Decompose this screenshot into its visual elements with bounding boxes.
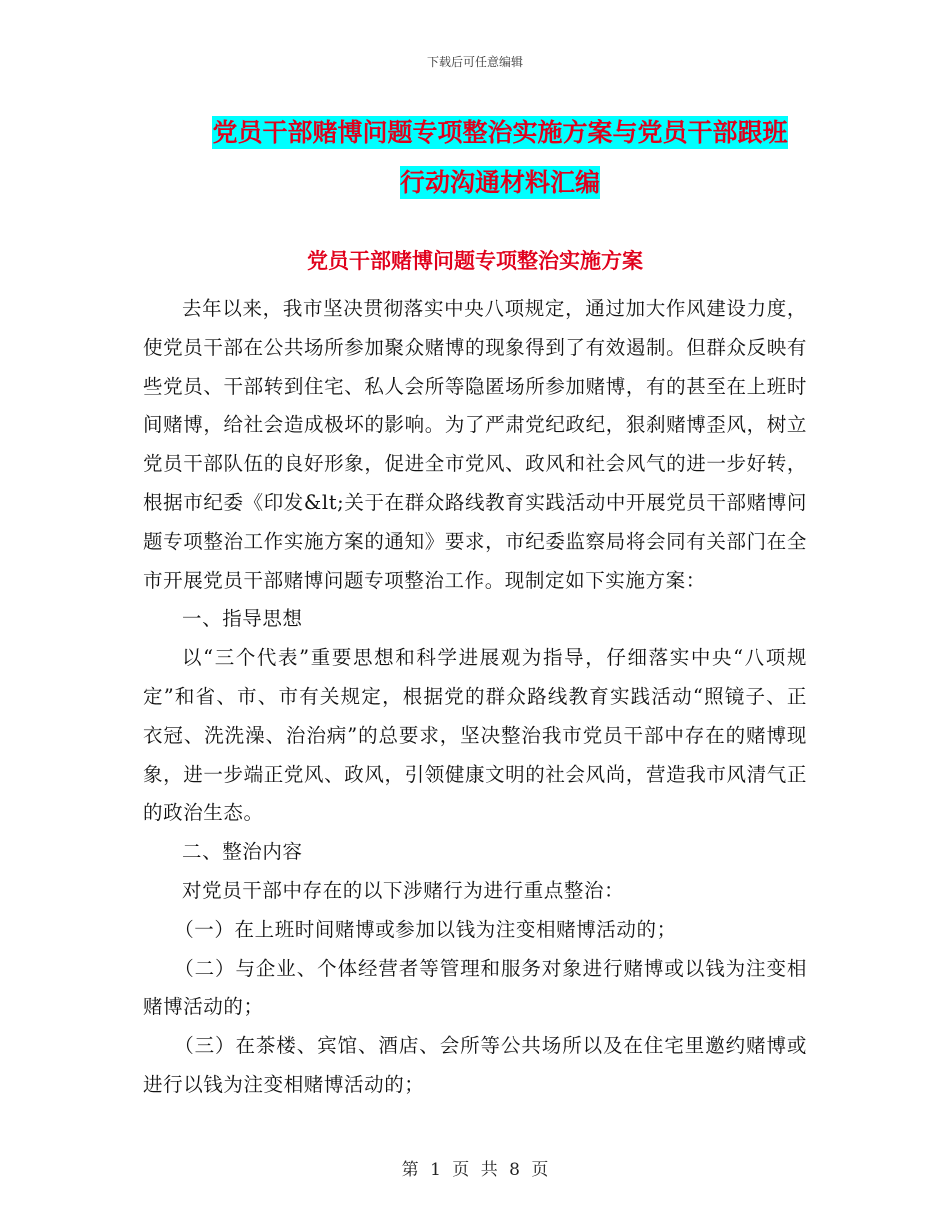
document-title-line-2: 行动沟通材料汇编 xyxy=(399,168,600,197)
list-item-3: （三）在茶楼、宾馆、酒店、会所等公共场所以及在住宅里邀约赌博或进行以钱为注变相赌博活动的； xyxy=(143,1034,807,1096)
page-footer: 第 1 页 共 8 页 xyxy=(401,1160,549,1180)
heading-rectification-content: 二、整治内容 xyxy=(182,840,303,864)
list-item-2: （二）与企业、个体经营者等管理和服务对象进行赌博或以钱为注变相赌博活动的； xyxy=(143,956,807,1019)
heading-guiding-thought: 一、指导思想 xyxy=(182,607,303,631)
section-title: 党员干部赌博问题专项整治实施方案 xyxy=(307,249,643,273)
document-body xyxy=(143,290,807,1105)
document-title xyxy=(150,108,850,208)
paragraph-guiding-thought: 以“三个代表”重要思想和科学进展观为指导，仔细落实中央“八项规定”和省、市、市有关规定，根据党的群众路线教育实践活动“照镜子、正衣冠、洗洗澡、治治病”的总要求，坚决整治我市党员干部中存在的赌博现象，进一步端正党风、政风，引领健康文明的社会风尚，营造我市风清气正的政治生态。 xyxy=(143,646,807,825)
paragraph-intro: 去年以来，我市坚决贯彻落实中央八项规定，通过加大作风建设力度，使党员干部在公共场所参加聚众赌博的现象得到了有效遏制。但群众反映有些党员、干部转到住宅、私人会所等隐匿场所参加赌博，有的甚至在上班时间赌博，给社会造成极坏的影响。为了严肃党纪政纪，狠刹赌博歪风，树立党员干部队伍的良好形象，促进全市党风、政风和社会风气的进一步好转，根据市纪委《印发&lt;关于在群众路线教育实践活动中开展党员干部赌博问题专项整治工作实施方案的通知》要求，市纪委监察局将会同有关部门在全市开展党员干部赌博问题专项整治工作。现制定如下实施方案： xyxy=(143,297,807,592)
list-item-1: （一）在上班时间赌博或参加以钱为注变相赌博活动的； xyxy=(174,917,677,941)
header-note: 下载后可任意编辑 xyxy=(426,55,523,69)
paragraph-rectification-intro: 对党员干部中存在的以下涉赌行为进行重点整治： xyxy=(182,878,625,902)
document-title-line-1: 党员干部赌博问题专项整治实施方案与党员干部跟班 xyxy=(212,118,788,147)
